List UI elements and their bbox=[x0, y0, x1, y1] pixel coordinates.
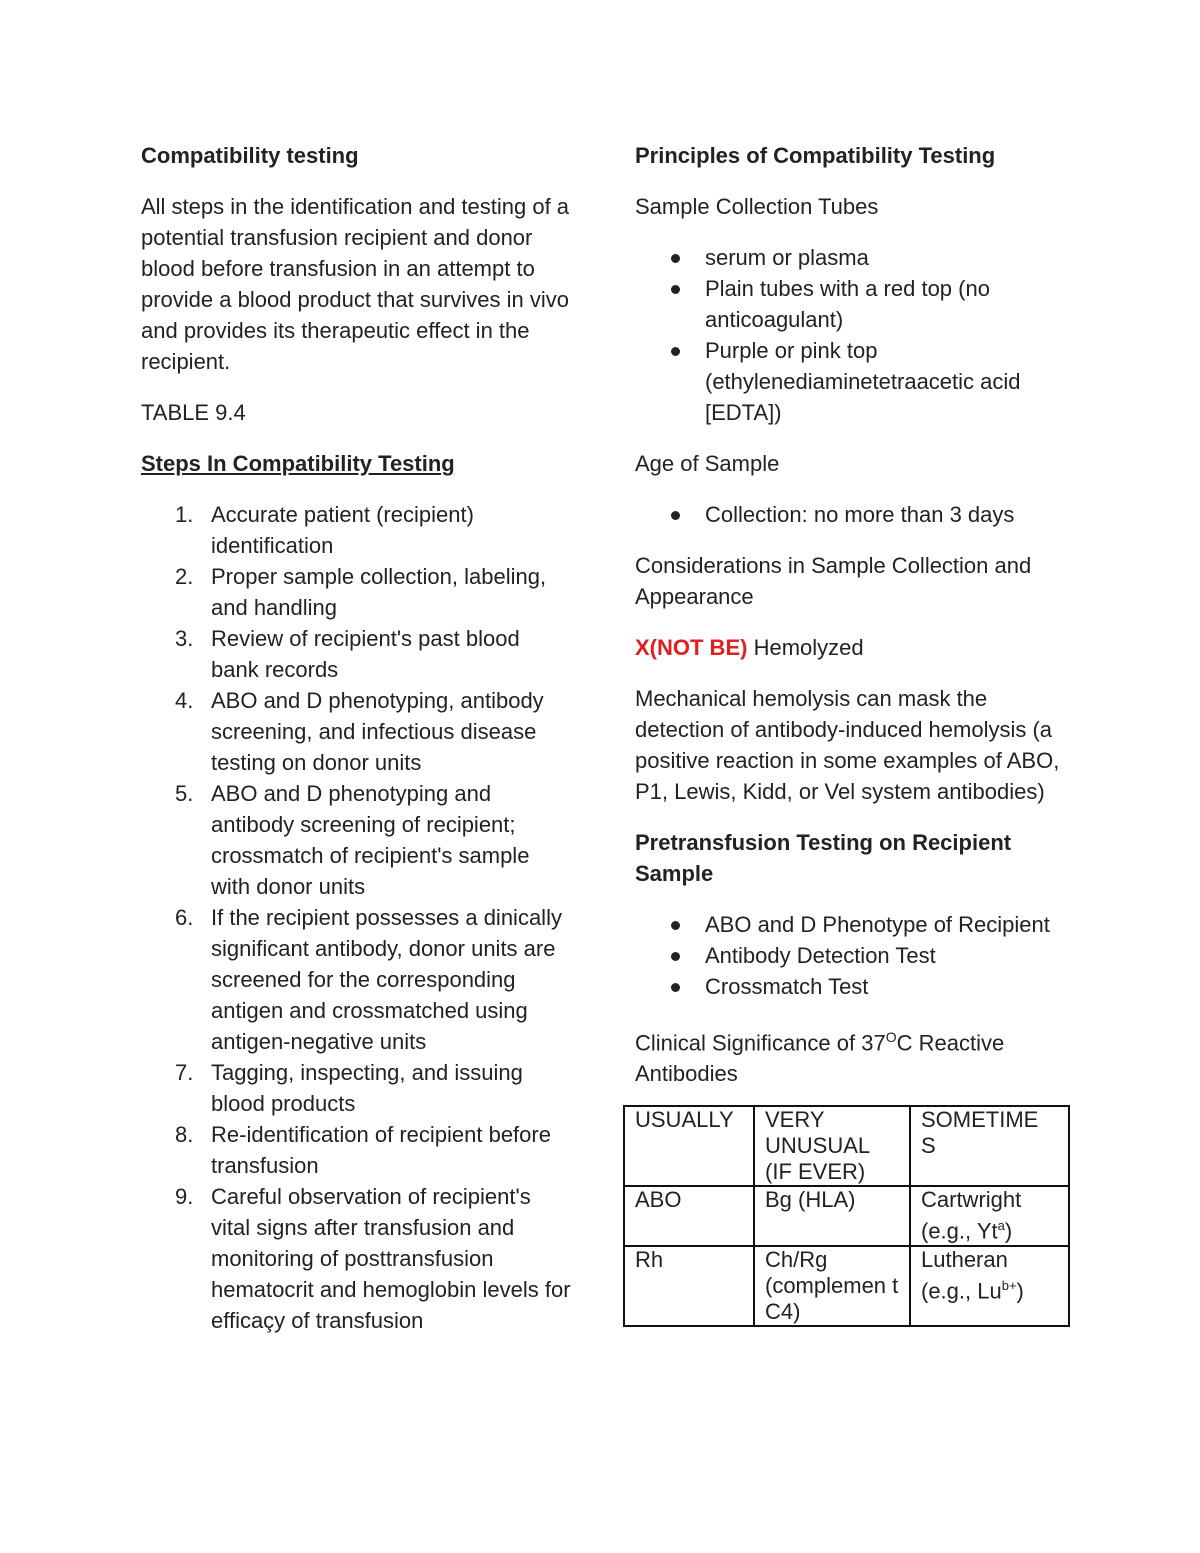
table-header-cell: SOMETIME S bbox=[910, 1106, 1069, 1186]
list-item: Antibody Detection Test bbox=[635, 940, 1070, 971]
table-header-cell: USUALLY bbox=[624, 1106, 754, 1186]
list-item: Plain tubes with a red top (no anticoagulant) bbox=[635, 273, 1070, 335]
list-item: 1. Accurate patient (recipient) identification bbox=[175, 502, 474, 558]
bullet-icon bbox=[671, 511, 680, 520]
pretransfusion-list bbox=[635, 909, 1070, 1002]
table-cell: Ch/Rg (complemen t C4) bbox=[754, 1246, 910, 1326]
list-item: 6. If the recipient possesses a dinically significant antibody, donor units are screened for the corresponding antigen and crossmatched using antigen-negative units bbox=[175, 905, 562, 1054]
bullet-icon bbox=[671, 285, 680, 294]
right-column bbox=[635, 140, 1070, 1327]
table-header-cell: VERY UNUSUAL (IF EVER) bbox=[754, 1106, 910, 1186]
bullet-icon bbox=[671, 952, 680, 961]
list-item: 5. ABO and D phenotyping and antibody screening of recipient; crossmatch of recipient's sample with donor units bbox=[175, 781, 530, 899]
tubes-heading: Sample Collection Tubes bbox=[635, 194, 879, 219]
table-row bbox=[624, 1186, 1069, 1245]
table-cell: Cartwright (e.g., Yt$^a$) bbox=[910, 1186, 1069, 1245]
list-item: 9. Careful observation of recipient's vital signs after transfusion and monitoring of posttransfusion hematocrit and hemoglobin levels for efficaçy of transfusion bbox=[175, 1184, 571, 1333]
list-item: 3. Review of recipient's past blood bank records bbox=[175, 626, 520, 682]
steps-list bbox=[141, 499, 571, 1336]
list-item: 8. Re-identification of recipient before transfusion bbox=[175, 1122, 551, 1178]
steps-heading: Steps In Compatibility Testing bbox=[141, 451, 455, 476]
definition-paragraph: All steps in the identification and testing of a potential transfusion recipient and donor blood before transfusion in an attempt to provide a blood product that survives in vivo and provides its therapeutic effect in the recipient. bbox=[141, 194, 570, 374]
principles-heading: Principles of Compatibility Testing bbox=[635, 143, 996, 168]
table-cell: Bg (HLA) bbox=[754, 1186, 910, 1245]
not-be-label: X(NOT BE) bbox=[635, 635, 748, 660]
list-item: 4. ABO and D phenotyping, antibody screening, and infectious disease testing on donor units bbox=[175, 688, 544, 775]
list-item: 2. Proper sample collection, labeling, and handling bbox=[175, 564, 547, 620]
table-row bbox=[624, 1106, 1069, 1186]
compatibility-testing-heading: Compatibility testing bbox=[141, 143, 359, 168]
considerations-heading: Considerations in Sample Collection and Appearance bbox=[635, 553, 1032, 609]
table-cell: Lutheran (e.g., $Lu^{b+}$) bbox=[910, 1246, 1069, 1326]
left-column bbox=[141, 140, 571, 1356]
list-item: Crossmatch Test bbox=[635, 971, 1070, 1002]
list-item: serum or plasma bbox=[635, 242, 1070, 273]
list-item: Purple or pink top (ethylenediaminetetraacetic acid [EDTA]) bbox=[635, 335, 1070, 428]
table-reference: TABLE 9.4 bbox=[141, 400, 246, 425]
age-list bbox=[635, 499, 1070, 530]
list-item: ABO and D Phenotype of Recipient bbox=[635, 909, 1070, 940]
pretransfusion-heading: Pretransfusion Testing on Recipient Sample bbox=[635, 830, 1012, 886]
age-heading: Age of Sample bbox=[635, 451, 780, 476]
mechanical-paragraph: Mechanical hemolysis can mask the detection of antibody-induced hemolysis (a positive reaction in some examples of ABO, P1, Lewis, Kidd, or Vel system antibodies) bbox=[635, 686, 1060, 804]
bullet-icon bbox=[671, 983, 680, 992]
bullet-icon bbox=[671, 921, 680, 930]
hemolyzed-note: X(NOT BE) Hemolyzed bbox=[635, 635, 864, 660]
bullet-icon bbox=[671, 254, 680, 263]
clinical-significance-heading: Clinical Significance of $37^OC$ Reactive Antibodies bbox=[635, 1029, 1005, 1087]
table-row bbox=[624, 1246, 1069, 1326]
list-item: 7. Tagging, inspecting, and issuing blood products bbox=[175, 1060, 523, 1116]
clinical-significance-table bbox=[623, 1105, 1070, 1326]
table-cell: ABO bbox=[624, 1186, 754, 1245]
bullet-icon bbox=[671, 347, 680, 356]
list-item: Collection: no more than 3 days bbox=[635, 499, 1070, 530]
table-cell: Rh bbox=[624, 1246, 754, 1326]
tubes-list bbox=[635, 242, 1070, 428]
